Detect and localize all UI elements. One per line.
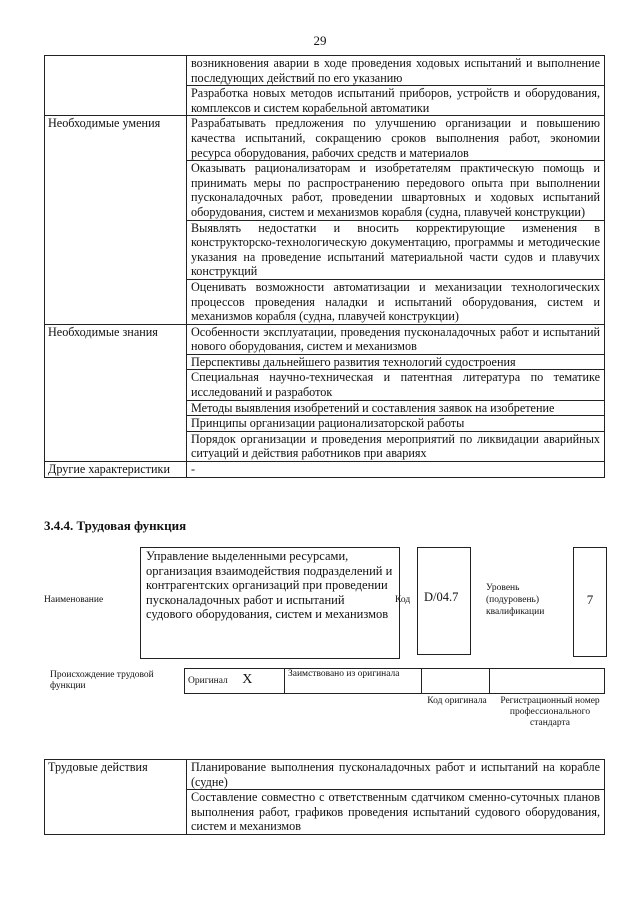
row-text: - bbox=[187, 462, 605, 478]
name-label: Наименование bbox=[44, 595, 104, 605]
row-text: Методы выявления изобретений и составления заявок на изобретение bbox=[187, 400, 605, 416]
origin-table bbox=[184, 668, 605, 694]
table-row bbox=[45, 56, 605, 86]
row-text: Особенности эксплуатации, проведения пусконаладочных работ и испытаний нового оборудования, систем и механизмов bbox=[187, 324, 605, 354]
reg-caption: Регистрационный номер профессионального стандарта bbox=[500, 696, 600, 728]
action-text: Планирование выполнения пусконаладочных работ и испытаний на корабле (судне) bbox=[187, 760, 605, 790]
row-text: Специальная научно-техническая и патентная литература по тематике исследований и разработок bbox=[187, 370, 605, 400]
row-label-other: Другие характеристики bbox=[45, 462, 187, 478]
borrowed-label: Заимствовано из оригинала bbox=[288, 669, 400, 679]
reg-number-cell bbox=[490, 669, 605, 694]
level-box bbox=[573, 547, 607, 657]
row-label-knowledge: Необходимые знания bbox=[45, 324, 187, 461]
level-label: Уровень (подуровень) квалификации bbox=[486, 583, 545, 617]
skills-knowledge-table bbox=[44, 55, 605, 478]
table-row bbox=[45, 324, 605, 354]
function-name-text: Управление выделенными ресурсами, организация взаимодействия подразделений и контрагентских организаций при проведении пусконаладочных работ и испытаний судового оборудования, систем и механизмов bbox=[146, 549, 393, 622]
row-text: Разрабатывать предложения по улучшению организации и повышению качества испытаний, сокращению сроков выполнения работ, экономии ресурса оборудования, рабочих средств и материалов bbox=[187, 116, 605, 161]
code-label: Код bbox=[395, 595, 411, 605]
code-box bbox=[417, 547, 471, 655]
page-number: 29 bbox=[313, 33, 327, 48]
table-row bbox=[45, 760, 605, 790]
row-label-skills: Необходимые умения bbox=[45, 116, 187, 324]
actions-label: Трудовые действия bbox=[45, 760, 187, 835]
row-text: Разработка новых методов испытаний приборов, устройств и оборудования, комплексов и систем корабельной автоматики bbox=[187, 86, 605, 116]
table-row bbox=[45, 116, 605, 161]
original-label: Оригинал bbox=[188, 676, 228, 686]
row-label bbox=[45, 56, 187, 116]
row-text: Порядок организации и проведения мероприятий по ликвидации аварийных ситуаций и действия работников при авариях bbox=[187, 431, 605, 461]
original-cell bbox=[185, 669, 285, 694]
row-text: Оказывать рационализаторам и изобретателям практическую помощь и принимать меры по распространению передового опыта при выполнении пусконаладочных работ, проведении швартовных и ходовых испытаний оборудования, систем и механизмов корабля (судна, плавучей конструкции) bbox=[187, 161, 605, 220]
table-row bbox=[45, 462, 605, 478]
code-value: D/04.7 bbox=[424, 590, 459, 604]
work-actions-table bbox=[44, 759, 605, 835]
row-text: Оценивать возможности автоматизации и механизации технологических процессов проведения наладки и испытаний оборудования, систем и механизмов корабля (судна, плавучей конструкции) bbox=[187, 279, 605, 324]
borrowed-cell bbox=[285, 669, 422, 694]
level-value: 7 bbox=[586, 592, 594, 607]
row-text: Принципы организации рационализаторской работы bbox=[187, 416, 605, 432]
action-text: Составление совместно с ответственным сдатчиком сменно-суточных планов выполнения работ, графиков проведения испытаний судового оборудования, систем и механизмов bbox=[187, 790, 605, 835]
origin-label: Происхождение трудовой функции bbox=[50, 670, 154, 691]
row-text: возникновения аварии в ходе проведения ходовых испытаний и выполнение последующих действий по его указанию bbox=[187, 56, 605, 86]
original-code-cell bbox=[422, 669, 490, 694]
function-name-box bbox=[140, 547, 400, 659]
original-mark: X bbox=[242, 672, 253, 687]
row-text: Выявлять недостатки и вносить корректирующие изменения в конструкторско-технологическую документацию, программы и методические указания на проведение испытаний материальной части судов и плавучих конструкций bbox=[187, 220, 605, 279]
section-title: 3.4.4. Трудовая функция bbox=[44, 518, 187, 533]
code-caption: Код оригинала bbox=[427, 696, 487, 706]
row-text: Перспективы дальнейшего развития технологий судостроения bbox=[187, 354, 605, 370]
